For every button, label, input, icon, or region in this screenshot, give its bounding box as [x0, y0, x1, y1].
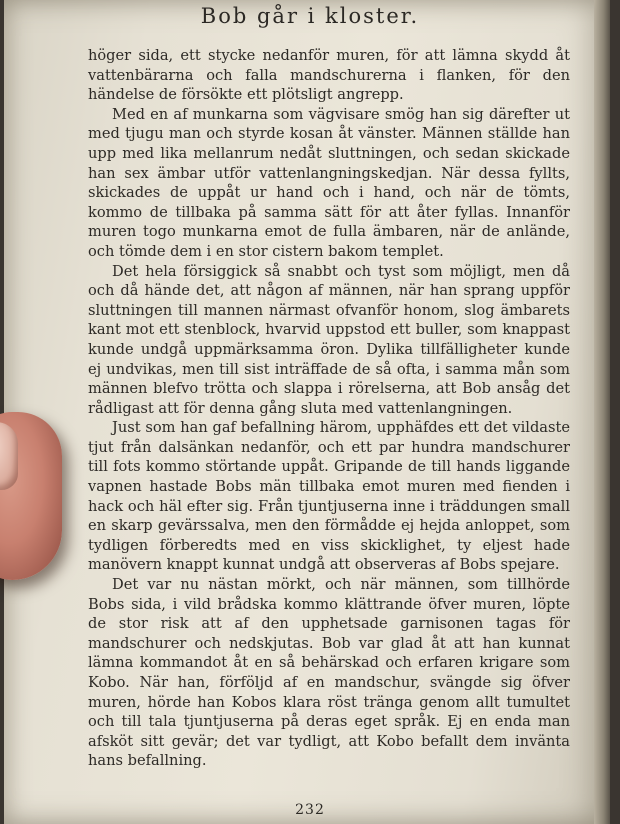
page-number: 232 — [295, 802, 325, 818]
paragraph-4: Just som han gaf befallning härom, upphäfdes ett det vildaste tjut från dalsänkan nedanför, och ett par hundra mandschurer till fots kommo störtande uppåt. Gripande de till hands liggande vapnen hastade Bobs män tillbaka emot muren med fienden i hack och häl efter sig. Från tjuntjuserna inne i träddungen small en skarp gevärssalva, men den förmådde ej hejda anloppet, som tydligen förberedts med en viss skicklighet, ty eljest hade manövern knappt kunnat undgå att observeras af Bobs spejare. — [88, 419, 570, 574]
paragraph-5: Det var nu nästan mörkt, och när männen, som tillhörde Bobs sida, i vild brådska kommo klättrande öfver muren, löpte de stor risk att af den upphetsade garnisonen tagas för mandschurer och nedskjutas. Bob var glad åt att han kunnat lämna kommandot åt en så behärskad och erfaren krigare som Kobo. När han, förföljd af en mandschur, svängde sig öfver muren, hörde han Kobos klara röst tränga genom allt tumultet och till tala tjuntjuserna på deras eget språk. Ej en enda man afsköt sitt gevär; det var tydligt, att Kobo befallt dem invänta hans befallning. — [88, 576, 570, 770]
paragraph-2: Med en af munkarna som vägvisare smög han sig därefter ut med tjugu man och styrde kosan åt vänster. Männen ställde han upp med lika mellanrum nedåt sluttningen, och sedan skickade han sex ämbar utför vattenlangningskedjan. När dessa fyllts, skickades de uppåt ur hand och i hand, och när de tömts, kommo de tillbaka på samma sätt för att åter fyllas. Innanför muren togo munkarna emot de fulla ämbaren, när de anlände, och tömde dem i en stor cistern bakom templet. — [88, 105, 570, 260]
thumbnail — [0, 422, 18, 490]
body-text — [88, 46, 570, 771]
paragraph-1: höger sida, ett stycke nedanför muren, för att lämna skydd åt vattenbärarna och falla mandschurerna i flanken, för den händelse de försökte ett plötsligt angrepp. — [88, 47, 570, 104]
page-edge — [594, 0, 610, 824]
paragraph-3: Det hela försiggick så snabbt och tyst som möjligt, men då och då hände det, att någon af männen, när han sprang uppför sluttningen till mannen närmast ofvanför honom, slog ämbarets kant mot ett stenblock, hvarvid uppstod ett buller, som knappast kunde undgå uppmärksamma öron. Dylika tillfälligheter kunde ej undvikas, men till sist inträffade de så ofta, i samma mån som männen blefvo trötta och slappa i rörelserna, att Bob ansåg det rådligast att för denna gång sluta med vattenlangningen. — [88, 262, 570, 417]
thumb-holding-page — [0, 412, 62, 580]
running-header: Bob går i kloster. — [200, 4, 420, 28]
